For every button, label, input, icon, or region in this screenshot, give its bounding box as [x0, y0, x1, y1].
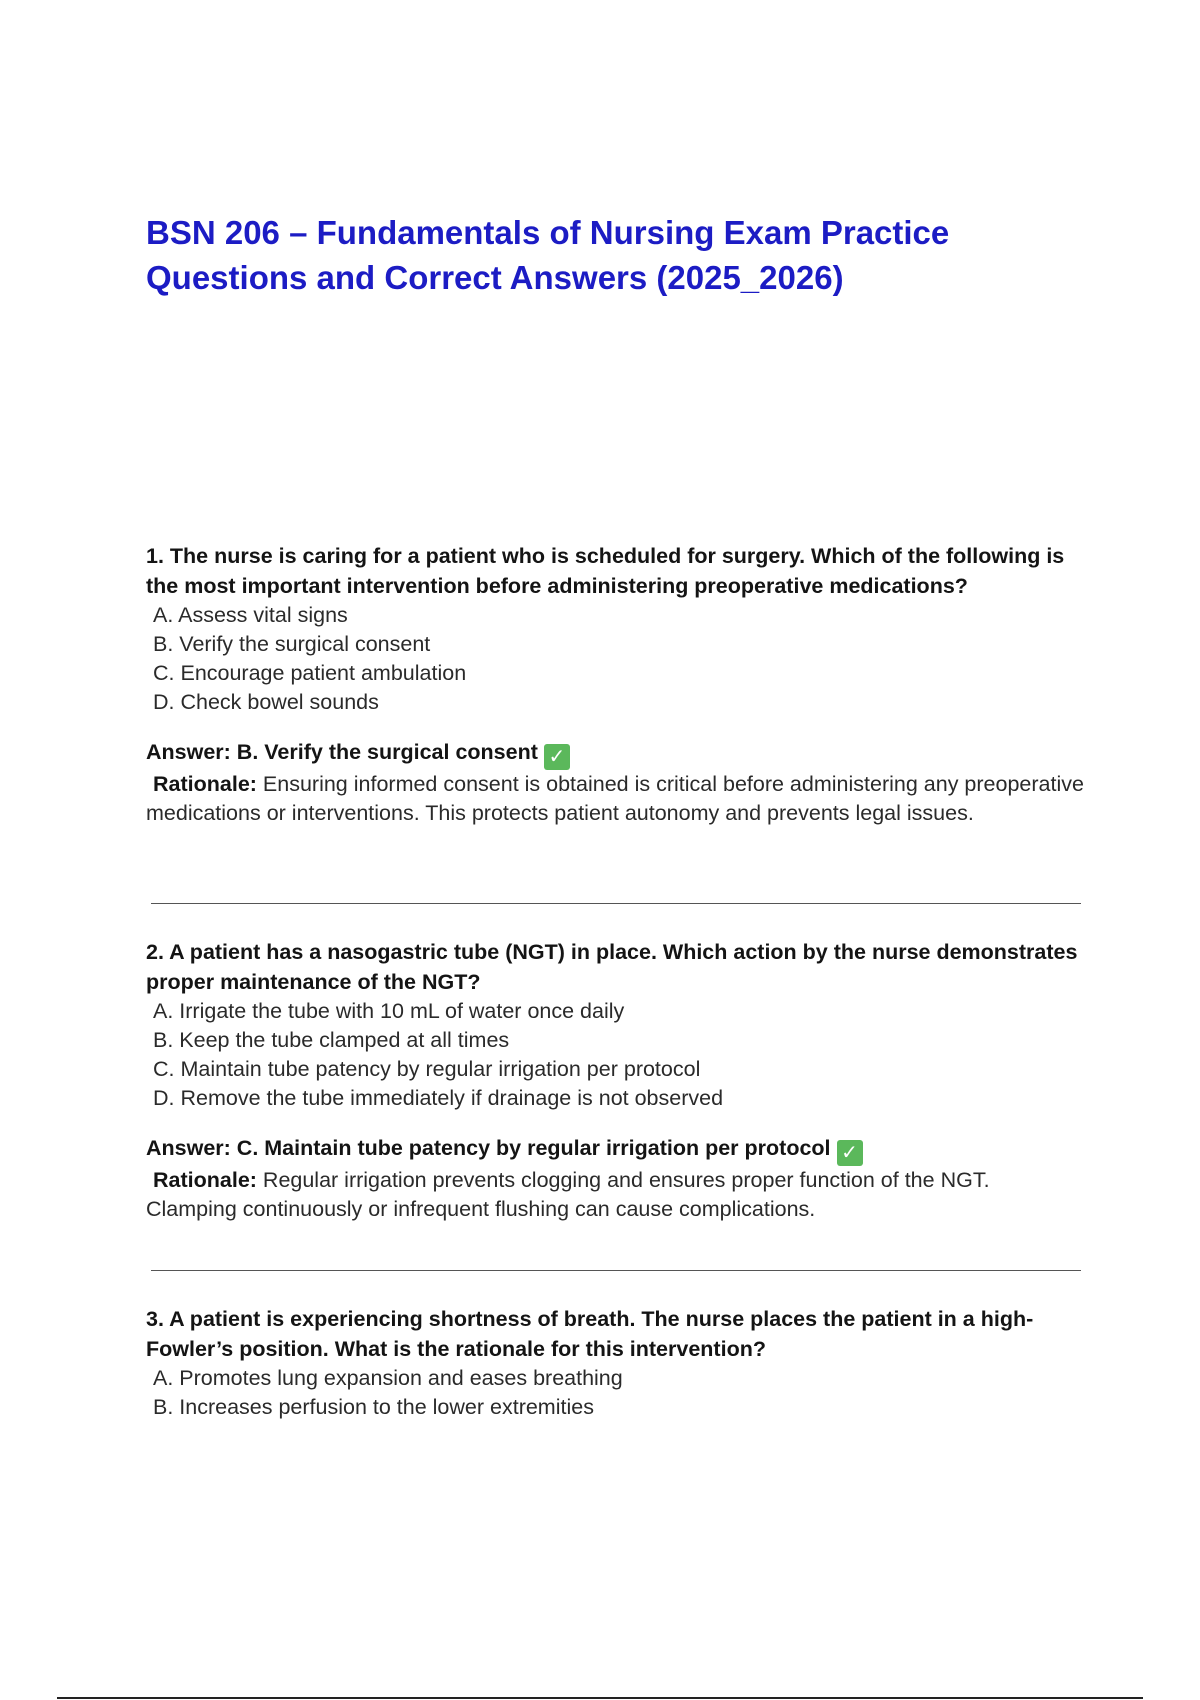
- question-1: [146, 541, 1086, 828]
- question-3: [146, 1304, 1086, 1422]
- question-2: [146, 937, 1086, 1224]
- question-text: 1. The nurse is caring for a patient who is scheduled for surgery. Which of the following is the most important intervention before administering preoperative medications?: [146, 544, 1065, 598]
- answer-text: Answer: B. Verify the surgical consent: [146, 740, 538, 764]
- title-line-2: Questions and Correct Answers (2025_2026): [146, 259, 844, 296]
- options-list: [146, 601, 1086, 717]
- page-title: [146, 210, 1046, 300]
- rationale-text: Regular irrigation prevents clogging and ensures proper function of the NGT. Clamping continuously or infrequent flushing can cause complications.: [146, 1168, 990, 1221]
- question-text: 3. A patient is experiencing shortness of breath. The nurse places the patient in a high-Fowler’s position. What is the rationale for this intervention?: [146, 1307, 1034, 1361]
- title-line-1: BSN 206 – Fundamentals of Nursing Exam Practice: [146, 214, 950, 251]
- rationale: [146, 770, 1086, 828]
- answer-text: Answer: C. Maintain tube patency by regular irrigation per protocol: [146, 1136, 831, 1160]
- check-mark-icon: ✓: [837, 1140, 863, 1166]
- rationale-label: Rationale:: [153, 1168, 257, 1192]
- check-mark-icon: ✓: [544, 744, 570, 770]
- answer-line: [146, 1133, 1086, 1166]
- options-list: [146, 997, 1086, 1113]
- section-divider: [151, 1270, 1081, 1271]
- question-text: 2. A patient has a nasogastric tube (NGT) in place. Which action by the nurse demonstrates proper maintenance of the NGT?: [146, 940, 1078, 994]
- rationale-text: Ensuring informed consent is obtained is critical before administering any preoperative medications or interventions. This protects patient autonomy and prevents legal issues.: [146, 772, 1084, 825]
- option-b: B. Keep the tube clamped at all times: [153, 1028, 510, 1052]
- option-b: B. Verify the surgical consent: [153, 632, 431, 656]
- option-b: B. Increases perfusion to the lower extremities: [153, 1395, 594, 1419]
- option-a: A. Irrigate the tube with 10 mL of water once daily: [153, 999, 625, 1023]
- option-c: C. Maintain tube patency by regular irrigation per protocol: [153, 1057, 701, 1081]
- page-bottom-rule: [57, 1697, 1143, 1699]
- rationale-label: Rationale:: [153, 772, 257, 796]
- options-list: [146, 1364, 1086, 1422]
- option-c: C. Encourage patient ambulation: [153, 661, 467, 685]
- option-a: A. Assess vital signs: [153, 603, 348, 627]
- section-divider: [151, 903, 1081, 904]
- option-d: D. Check bowel sounds: [153, 690, 379, 714]
- answer-line: [146, 737, 1086, 770]
- rationale: [146, 1166, 1086, 1224]
- option-d: D. Remove the tube immediately if drainage is not observed: [153, 1086, 724, 1110]
- option-a: A. Promotes lung expansion and eases breathing: [153, 1366, 623, 1390]
